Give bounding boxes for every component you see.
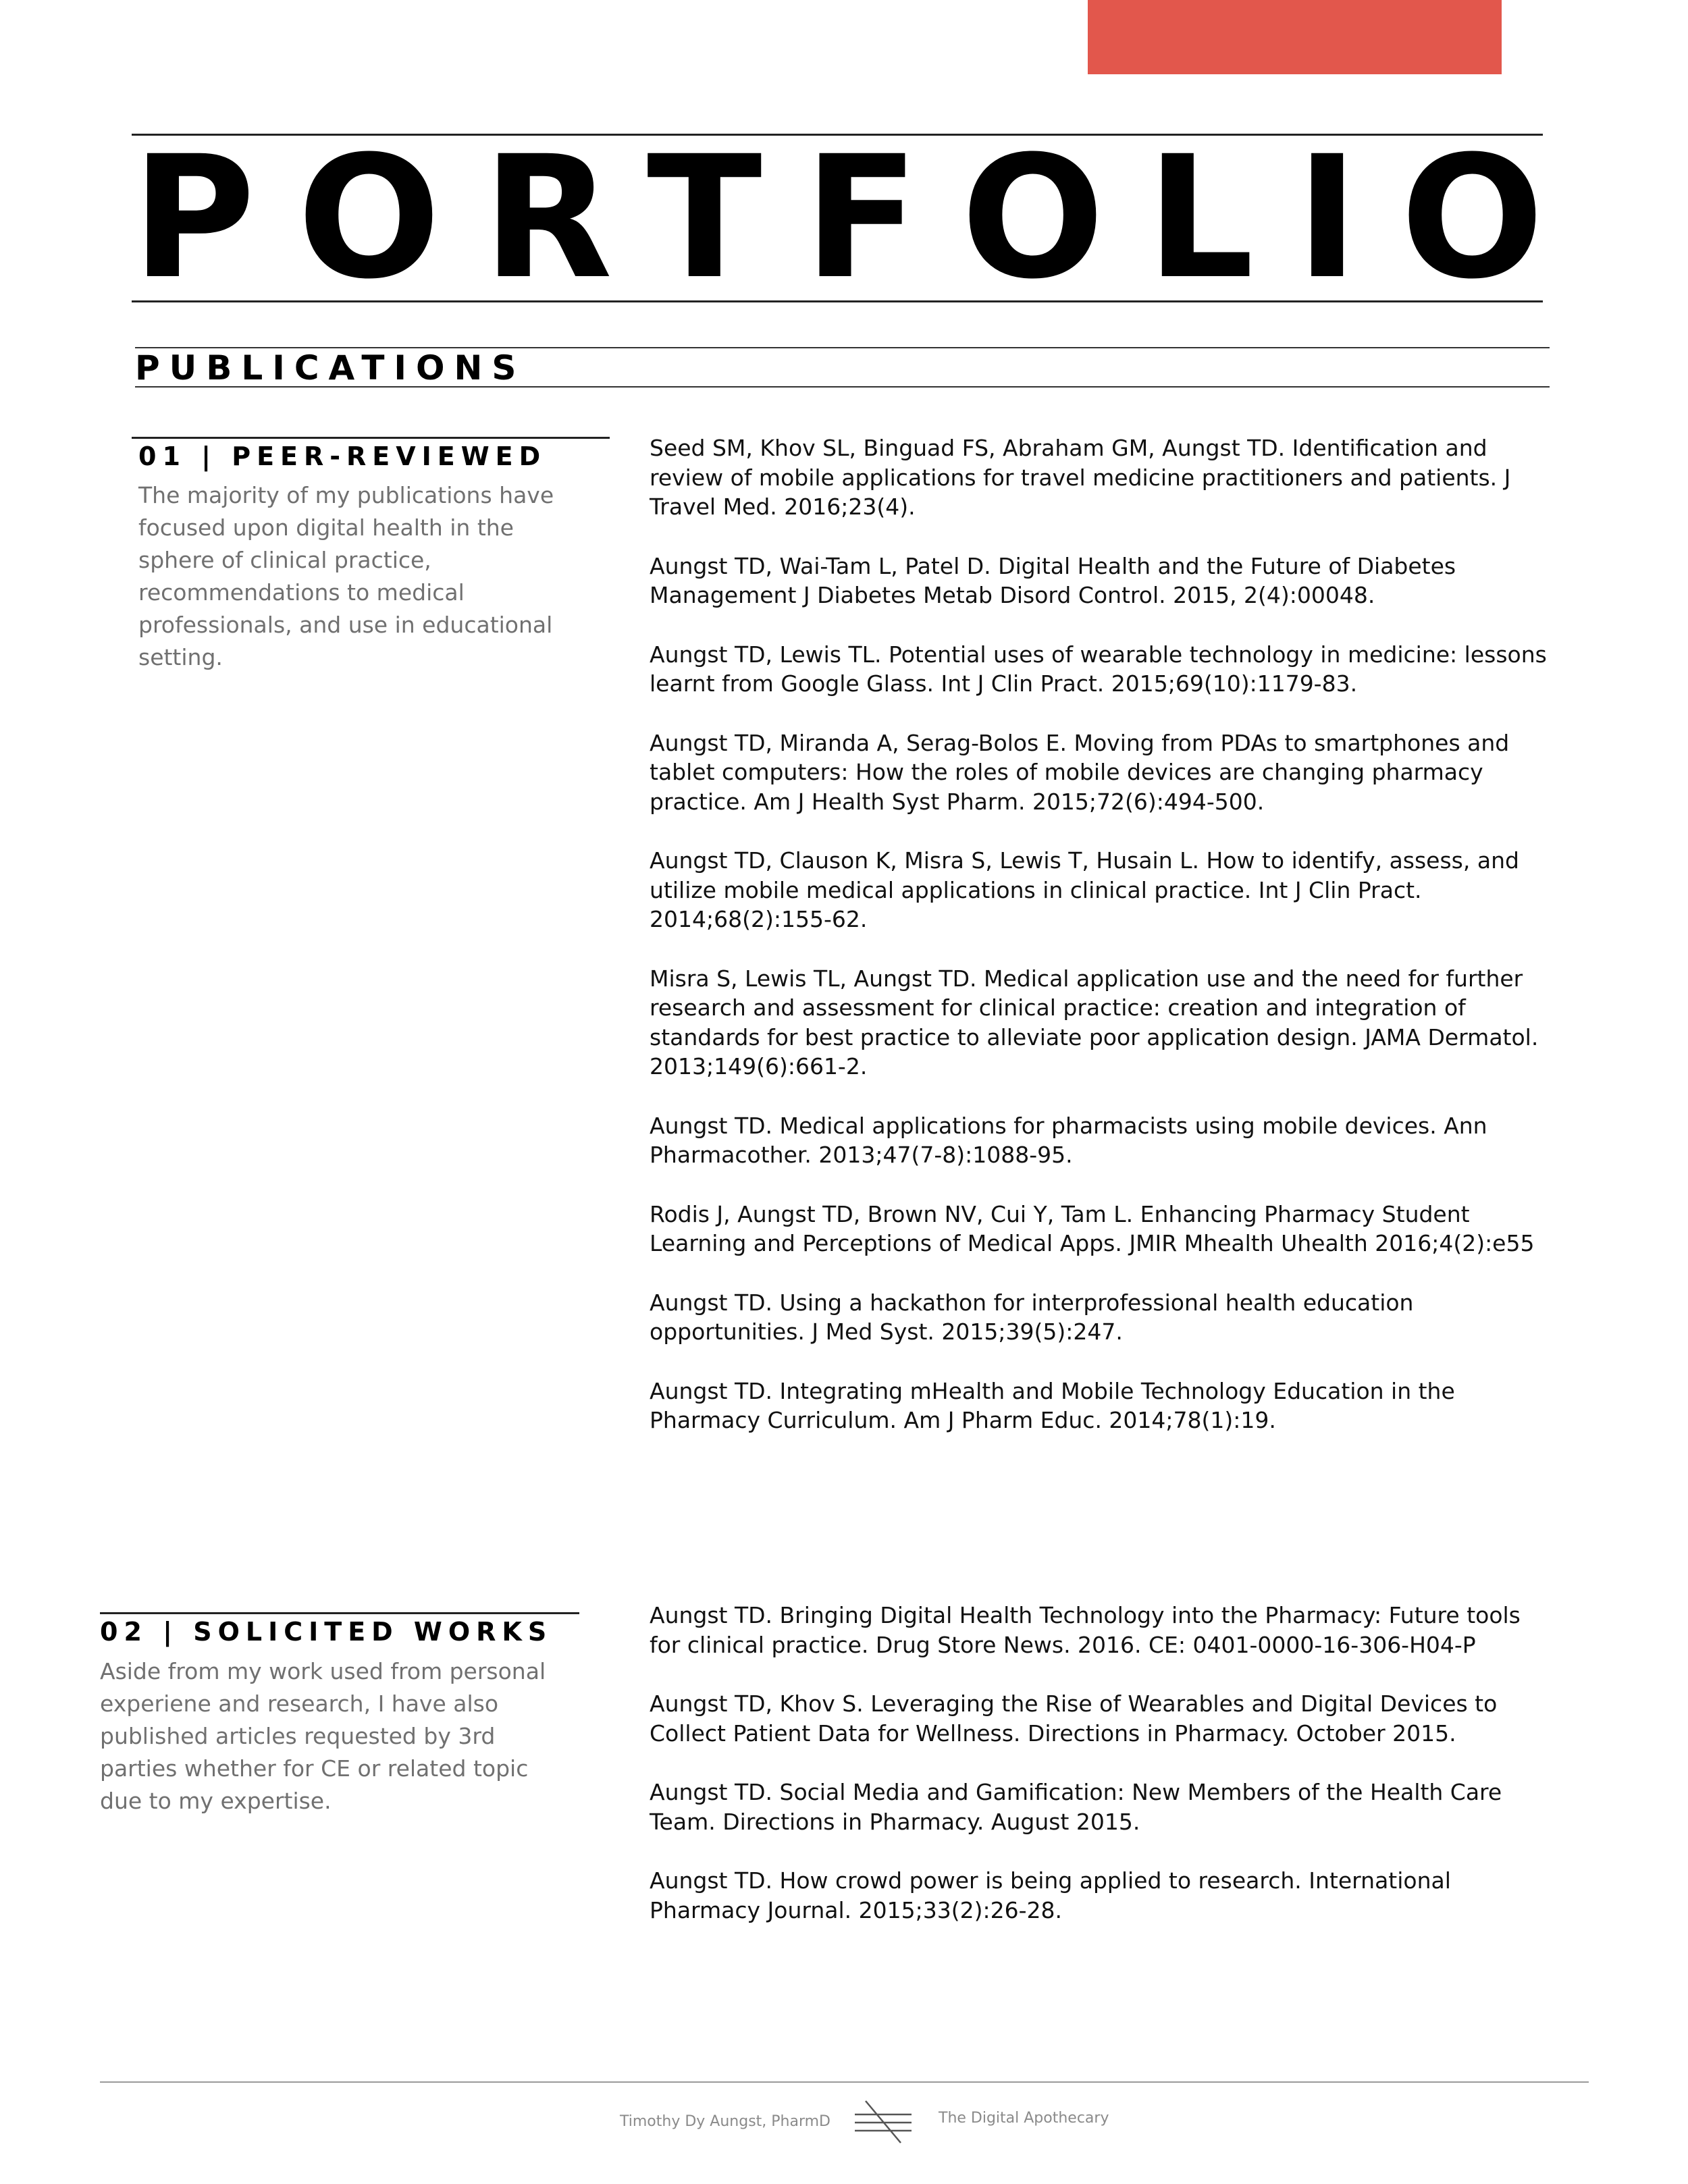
- publication-entry: Rodis J, Aungst TD, Brown NV, Cui Y, Tam L. Enhancing Pharmacy Student Learning and Perceptions of Medical Apps. JMIR Mhealth Uhealth 2016;4(2):e55: [650, 1200, 1535, 1256]
- peer-reviewed-list: [650, 433, 1548, 1465]
- crossed-lines-logo-icon: [852, 2098, 914, 2146]
- section-title: PUBLICATIONS: [135, 348, 526, 388]
- peer-reviewed-rule: [132, 437, 610, 439]
- publication-entry: Aungst TD, Wai-Tam L, Patel D. Digital Health and the Future of Diabetes Management J Diabetes Metab Disord Control. 2015, 2(4):00048.: [650, 552, 1456, 608]
- peer-reviewed-description: The majority of my publications have focused upon digital health in the sphere of clinical practice, recommendations to medical professionals, and use in educational setting.: [138, 482, 554, 670]
- publication-entry: Aungst TD. Using a hackathon for interprofessional health education opportunities. J Med Syst. 2015;39(5):247.: [650, 1289, 1414, 1345]
- publication-entry: Seed SM, Khov SL, Binguad FS, Abraham GM, Aungst TD. Identification and review of mobile applications for travel medicine practitioners and patients. J Travel Med. 2016;23(4).: [650, 435, 1511, 520]
- publication-entry: Aungst TD, Clauson K, Misra S, Lewis T, Husain L. How to identify, assess, and utilize mobile medical applications in clinical practice. Int J Clin Pract. 2014;68(2):155-62.: [650, 847, 1519, 932]
- page-title: PORTFOLIO: [132, 119, 1586, 316]
- footer-rule: [100, 2081, 1589, 2083]
- title-bottom-rule: [132, 300, 1543, 302]
- solicited-works-description: Aside from my work used from personal experiene and research, I have also published articles requested by 3rd parties whether for CE or related topic due to my expertise.: [100, 1658, 546, 1814]
- publication-entry: Aungst TD, Miranda A, Serag-Bolos E. Moving from PDAs to smartphones and tablet computers: How the roles of mobile devices are changing pharmacy practice. Am J Health Syst Pharm. 2015;72(6):494-500.: [650, 729, 1510, 815]
- accent-bar: [1088, 0, 1502, 74]
- solicited-works-heading: 02 | SOLICITED WORKS: [100, 1617, 553, 1647]
- solicited-works-list: [650, 1601, 1548, 1954]
- publication-entry: Aungst TD, Khov S. Leveraging the Rise of Wearables and Digital Devices to Collect Patient Data for Wellness. Directions in Pharmacy. October 2015.: [650, 1690, 1498, 1747]
- publication-entry: Misra S, Lewis TL, Aungst TD. Medical application use and the need for further research and assessment for clinical practice: creation and integration of standards for best practice to alleviate poor application design. JAMA Dermatol. 2013;149(6):661-2.: [650, 965, 1539, 1080]
- publication-entry: Aungst TD, Lewis TL. Potential uses of wearable technology in medicine: lessons learnt from Google Glass. Int J Clin Pract. 2015;69(10):1179-83.: [650, 641, 1547, 697]
- solicited-works-rule: [100, 1612, 579, 1614]
- publication-entry: Aungst TD. Integrating mHealth and Mobile Technology Education in the Pharmacy Curriculum. Am J Pharm Educ. 2014;78(1):19.: [650, 1377, 1455, 1433]
- peer-reviewed-heading: 01 | PEER-REVIEWED: [138, 442, 547, 471]
- publication-entry: Aungst TD. How crowd power is being applied to research. International Pharmacy Journal. 2015;33(2):26-28.: [650, 1867, 1451, 1923]
- publication-entry: Aungst TD. Medical applications for pharmacists using mobile devices. Ann Pharmacother. 2013;47(7-8):1088-95.: [650, 1112, 1487, 1168]
- footer-site: The Digital Apothecary: [939, 2110, 1109, 2127]
- publication-entry: Aungst TD. Social Media and Gamification: New Members of the Health Care Team. Directions in Pharmacy. August 2015.: [650, 1779, 1502, 1835]
- section-bottom-rule: [135, 386, 1550, 388]
- publication-entry: Aungst TD. Bringing Digital Health Technology into the Pharmacy: Future tools for clinical practice. Drug Store News. 2016. CE: 0401-0000-16-306-H04-P: [650, 1602, 1521, 1658]
- footer-author: Timothy Dy Aungst, PharmD: [620, 2113, 830, 2130]
